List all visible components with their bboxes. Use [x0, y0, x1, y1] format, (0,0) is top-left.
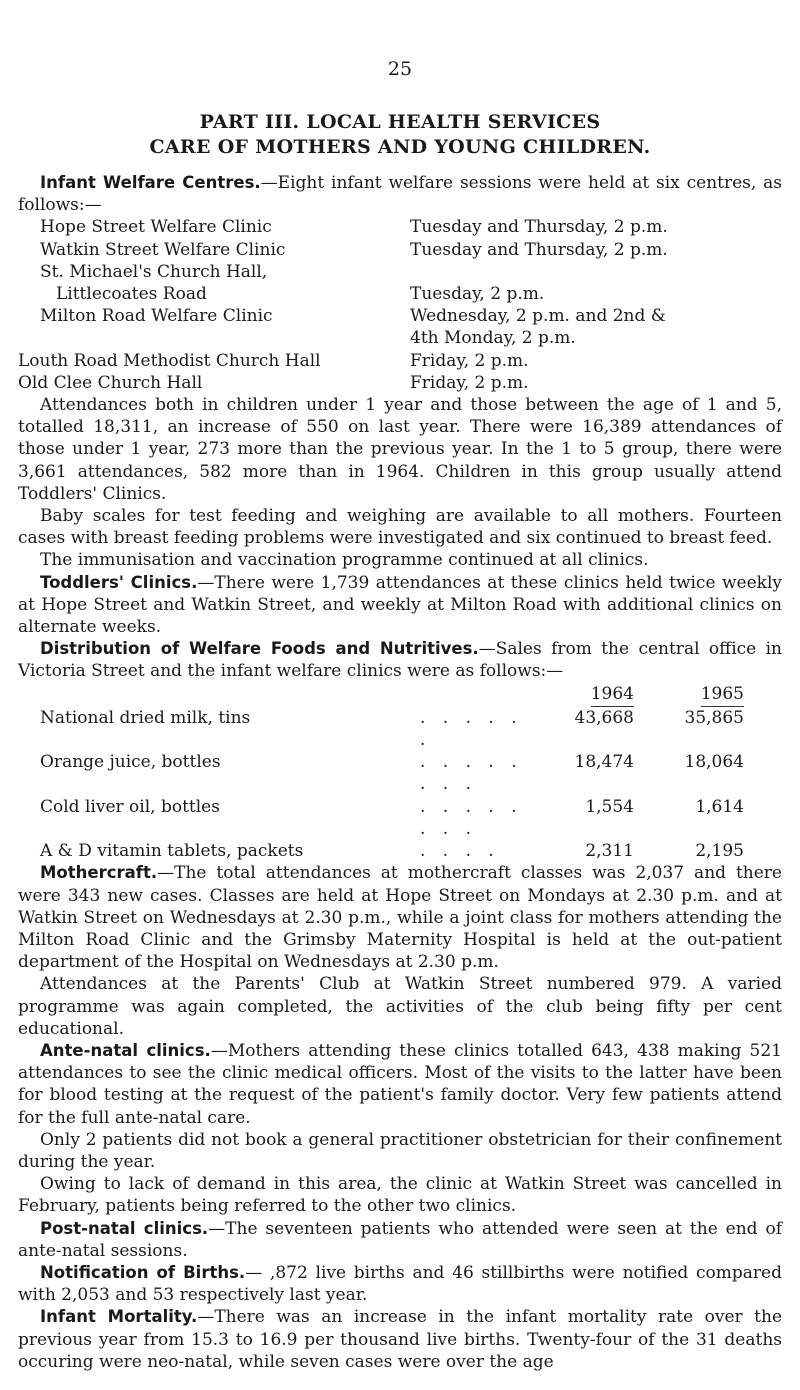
page-number: 25 — [387, 58, 413, 80]
schedule-left-3: Littlecoates Road — [56, 284, 207, 305]
schedule-right-1: Tuesday and Thursday, 2 p.m. — [410, 239, 668, 260]
mothercraft-paragraph: Mothercraft.—The total attendances at mothercraft classes was 2,037 and there were 343 new cases. Classes are held at Hope Street on Mondays at 2.30 p.m. and at Watkin Street on Wednesdays at 2.30 p.m., while a joint class for mothers attending the Milton Road Clinic and the Grimsby Maternity Hospital is held at the out-patient department of the Hospital on Wednesdays at 2.30 p.m. — [18, 863, 782, 973]
schedule-right-4: Wednesday, 2 p.m. and 2nd & — [410, 306, 666, 327]
schedule-right-7: Friday, 2 p.m. — [410, 372, 529, 393]
distribution-paragraph: Distribution of Welfare Foods and Nutritives.—Sales from the central office in Victoria Street and the infant welfare clinics were as follows:— — [18, 639, 782, 682]
schedule-right-0: Tuesday and Thursday, 2 p.m. — [410, 217, 668, 238]
schedule-right-2 — [410, 261, 782, 283]
table-row — [18, 707, 782, 751]
row-1964: 18,474 — [574, 752, 634, 773]
col-1965: 1965 — [701, 683, 744, 707]
row-1965: 18,064 — [684, 752, 744, 773]
part-heading — [18, 110, 782, 160]
row-1964: 2,311 — [585, 841, 634, 862]
toddlers-paragraph: Toddlers' Clinics.—There were 1,739 attendances at these clinics held twice weekly at Hope Street and Watkin Street, and weekly at Milton Road with additional clinics on alternate weeks. — [18, 572, 782, 638]
immunisation-paragraph: The immunisation and vaccination programme continued at all clinics. — [40, 550, 649, 571]
row-1964: 43,668 — [574, 707, 634, 728]
row-dots: . . . . — [420, 841, 500, 862]
gp-obstetrician-paragraph: Only 2 patients did not book a general practitioner obstetrician for their confinement during the year. — [18, 1129, 782, 1172]
row-1965: 35,865 — [684, 707, 744, 728]
antenatal-paragraph: Ante-natal clinics.—Mothers attending these clinics totalled 643, 438 making 521 attendances to see the clinic medical officers. Most of the visits to the latter have been for blood testing at the request of the patient's family doctor. Very few patients attend for the full ante-natal care. — [18, 1040, 782, 1128]
table-row — [18, 751, 782, 795]
row-item: National dried milk, tins — [40, 707, 251, 728]
toddlers-title: Toddlers' Clinics. — [40, 572, 198, 592]
row-1964: 1,554 — [585, 796, 634, 817]
row-item: Cold liver oil, bottles — [40, 796, 220, 817]
schedule-right-5: 4th Monday, 2 p.m. — [410, 328, 576, 349]
schedule-right-6: Friday, 2 p.m. — [410, 350, 529, 371]
row-dots: . . . . . . . . — [420, 752, 523, 795]
schedule-left-0: Hope Street Welfare Clinic — [40, 217, 272, 238]
infant-welfare-title: Infant Welfare Centres. — [40, 173, 261, 192]
col-1964: 1964 — [591, 683, 634, 707]
schedule-right-3: Tuesday, 2 p.m. — [410, 284, 545, 305]
parents-club-paragraph: Attendances at the Parents' Club at Watkin Street numbered 979. A varied programme was again completed, the activities of the club being fifty per cent educational. — [18, 974, 782, 1039]
postnatal-title: Post-natal clinics. — [40, 1218, 209, 1238]
schedule-left-1: Watkin Street Welfare Clinic — [40, 239, 286, 260]
table-row — [18, 840, 782, 862]
schedule-left-6: Louth Road Methodist Church Hall — [18, 350, 321, 371]
row-dots: . . . . . . — [420, 707, 523, 751]
row-item: A & D vitamin tablets, packets — [40, 841, 304, 862]
schedule-left-2: St. Michael's Church Hall, — [40, 261, 268, 282]
attendance-paragraph: Attendances both in children under 1 year and those between the age of 1 and 5, totalled 18,311, an increase of 550 on last year. There were 16,389 attendances of those under 1 year, 273 more than the previous year. In the 1 to 5 group, there were 3,661 attendances, 582 more than in 1964. Children in this group usually attend Toddlers' Clinics. — [18, 395, 782, 504]
mortality-paragraph: Infant Mortality.—There was an increase in the infant mortality rate over the previous year from 15.3 to 16.9 per thousand live births. Twenty-four of the 31 deaths occuring were neo-natal, while seven cases were over the age — [18, 1307, 783, 1372]
welfare-foods-table — [18, 683, 782, 863]
infant-welfare-intro: Infant Welfare Centres.—Eight infant welfare sessions were held at six centres, as follows:— — [18, 173, 782, 216]
mothercraft-title: Mothercraft. — [40, 863, 158, 883]
row-1965: 1,614 — [695, 796, 744, 817]
schedule-left-4: Milton Road Welfare Clinic — [40, 306, 273, 327]
baby-scales-paragraph: Baby scales for test feeding and weighing are available to all mothers. Fourteen cases with breast feeding problems were investigated and six continued to breast feed. — [18, 506, 782, 549]
table-header — [18, 683, 782, 707]
row-dots: . . . . . . . . — [420, 796, 523, 839]
schedule-left-5 — [40, 327, 410, 349]
distribution-title: Distribution of Welfare Foods and Nutritives. — [40, 639, 479, 659]
heading-line-1: PART III. LOCAL HEALTH SERVICES — [199, 111, 601, 133]
births-title: Notification of Births. — [40, 1262, 246, 1282]
mortality-title: Infant Mortality. — [40, 1307, 198, 1327]
watkin-cancelled-paragraph: Owing to lack of demand in this area, the clinic at Watkin Street was cancelled in February, patients being referred to the other two clinics. — [18, 1174, 782, 1217]
clinic-schedule — [18, 216, 782, 394]
table-row — [18, 796, 782, 840]
postnatal-paragraph: Post-natal clinics.—The seventeen patients who attended were seen at the end of ante-natal sessions. — [18, 1218, 782, 1261]
antenatal-title: Ante-natal clinics. — [40, 1040, 211, 1060]
births-paragraph: Notification of Births.— ,872 live births and 46 stillbirths were notified compared with 2,053 and 53 respectively last year. — [18, 1262, 782, 1306]
row-item: Orange juice, bottles — [40, 752, 221, 773]
schedule-left-7: Old Clee Church Hall — [18, 372, 203, 393]
row-1965: 2,195 — [695, 841, 744, 862]
heading-line-2: CARE OF MOTHERS AND YOUNG CHILDREN. — [149, 136, 651, 158]
document-page — [18, 0, 782, 1373]
